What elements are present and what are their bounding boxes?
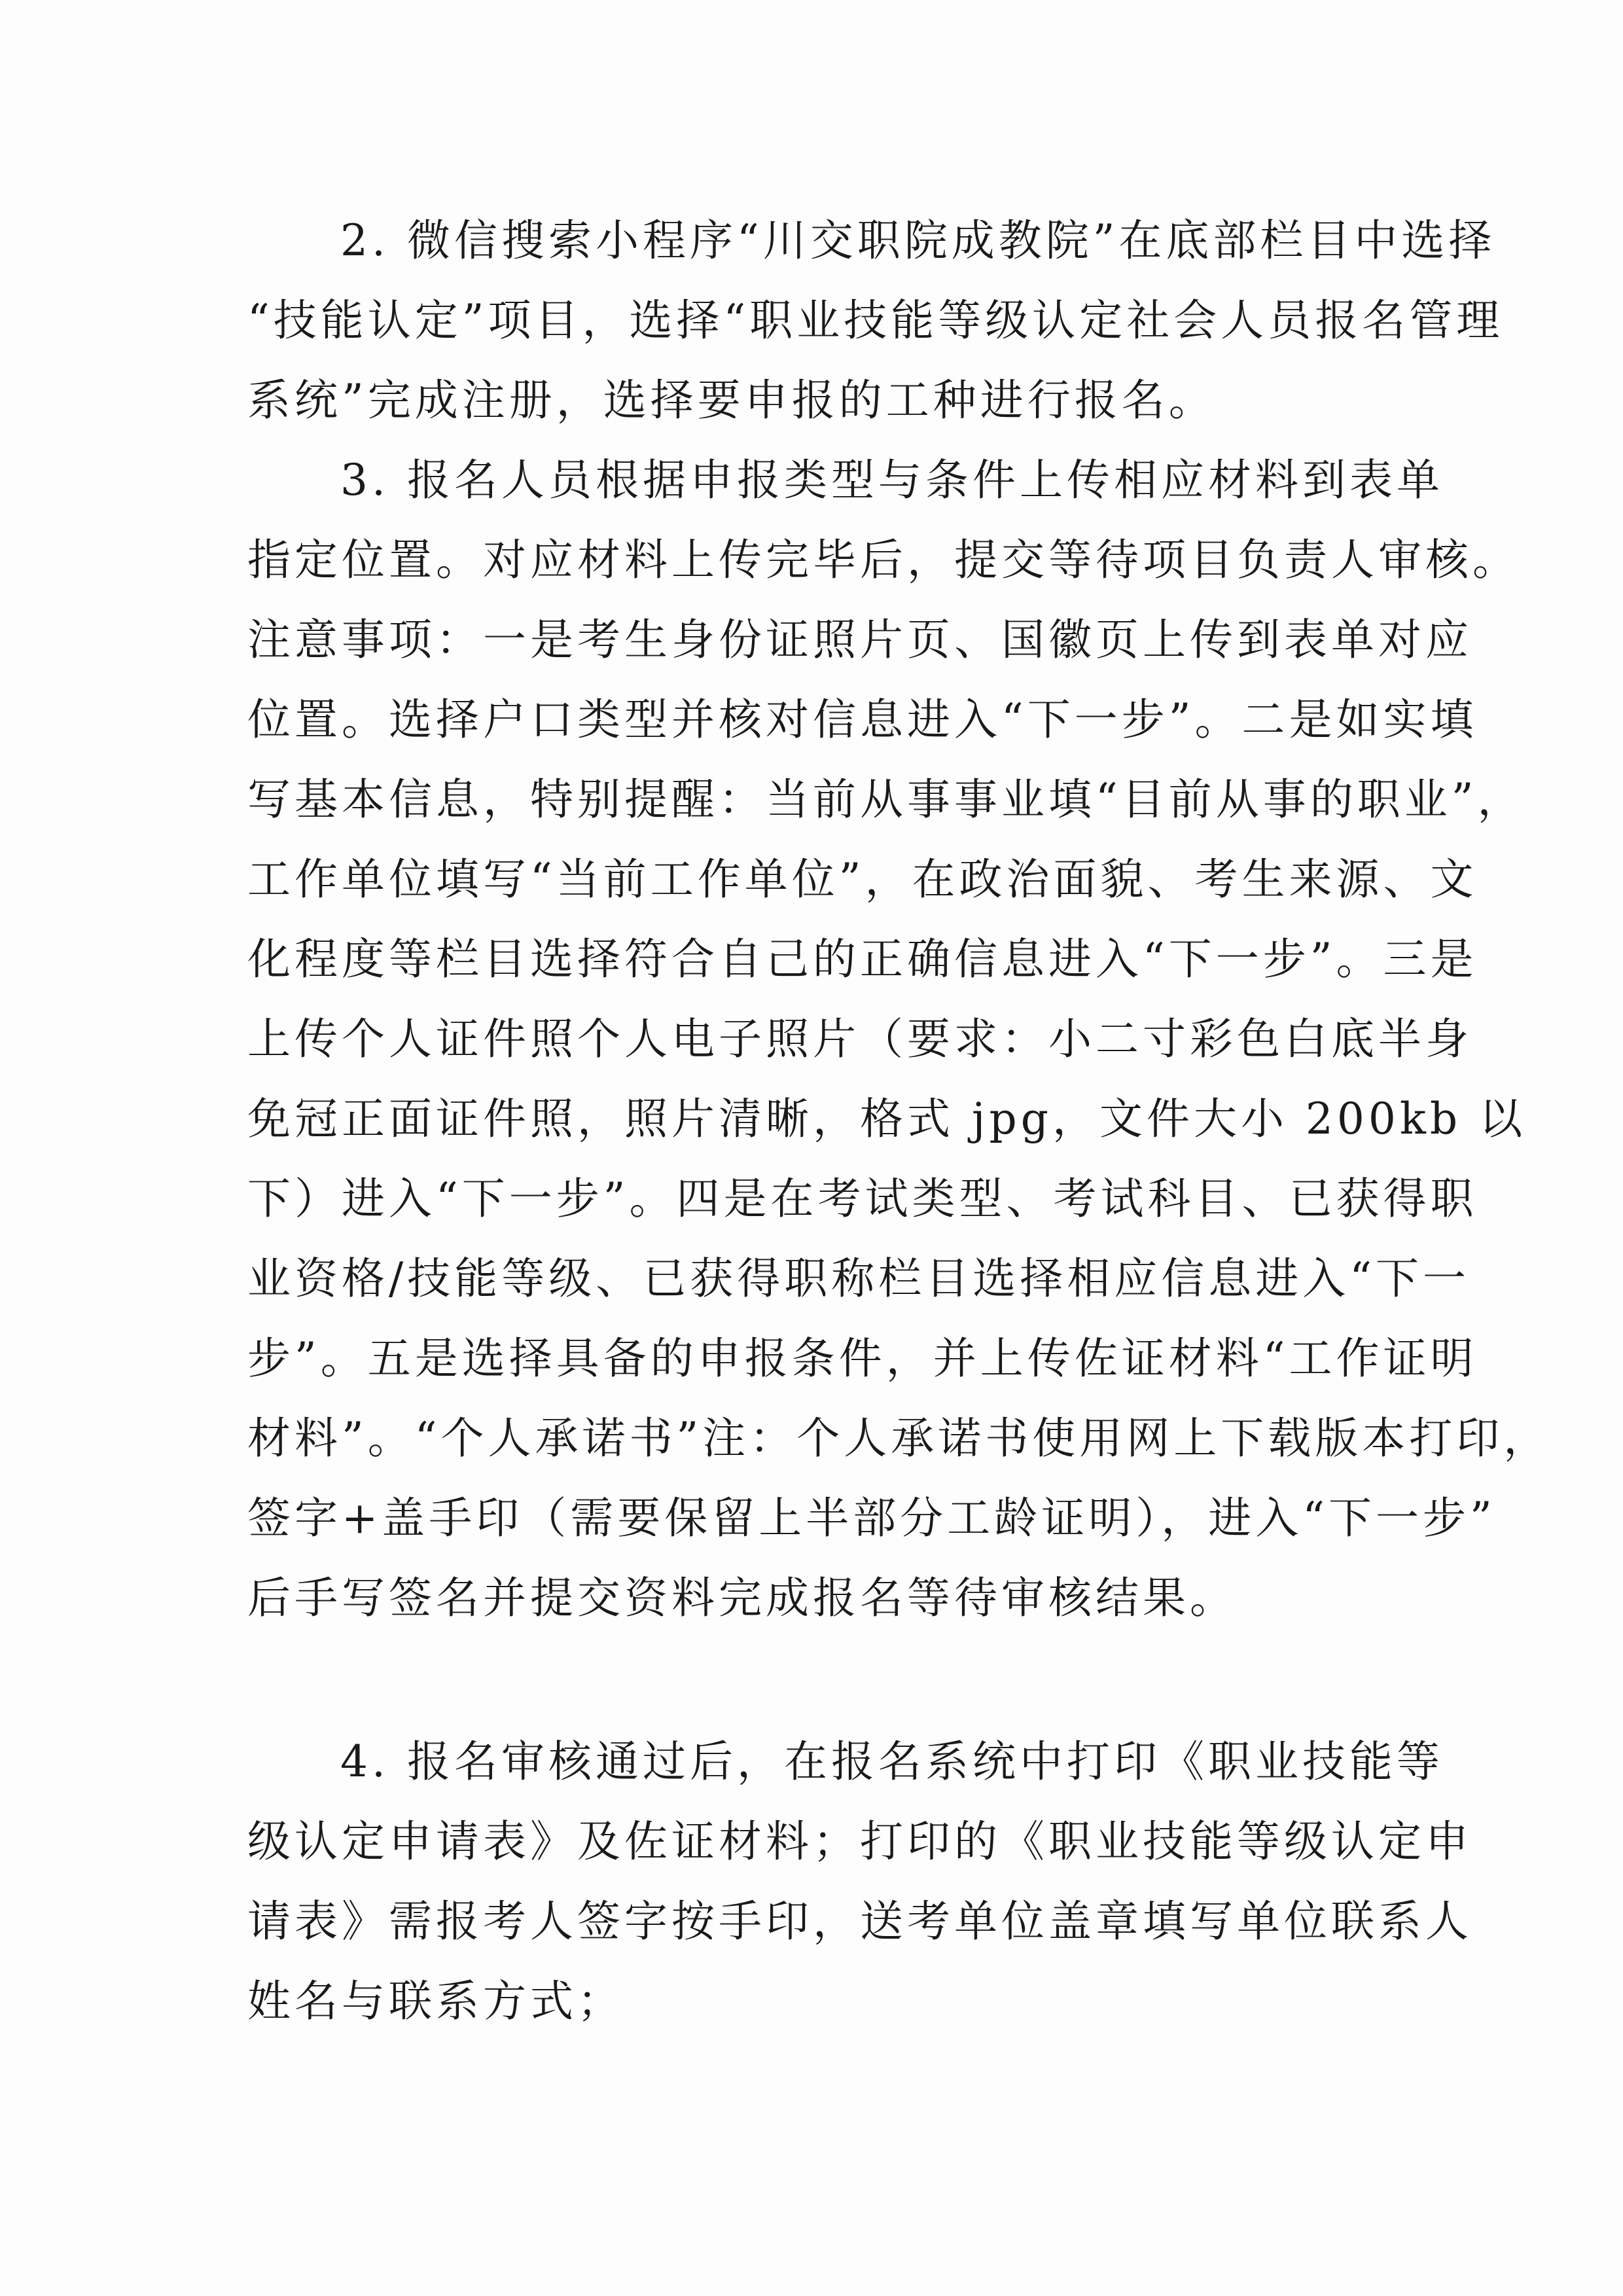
paragraph-3-line-4: 位置。选择户口类型并核对信息进入“下一步”。二是如实填 bbox=[247, 694, 1478, 745]
paragraph-2-line-1: 2. 微信搜索小程序“川交职院成教院”在底部栏目中选择 bbox=[340, 215, 1496, 266]
paragraph-3-line-13: 材料”。“个人承诺书”注：个人承诺书使用网上下载版本打印， bbox=[247, 1413, 1551, 1463]
paragraph-3-line-10: 下）进入“下一步”。四是在考试类型、考试科目、已获得职 bbox=[247, 1174, 1478, 1224]
paragraph-3-line-11: 业资格/技能等级、已获得职称栏目选择相应信息进入“下一 bbox=[247, 1253, 1470, 1304]
paragraph-3-line-14: 签字+盖手印（需要保留上半部分工龄证明），进入“下一步” bbox=[247, 1493, 1496, 1543]
paragraph-3-line-3: 注意事项：一是考生身份证照片页、国徽页上传到表单对应 bbox=[247, 615, 1472, 665]
paragraph-4-line-2: 级认定申请表》及佐证材料；打印的《职业技能等级认定申 bbox=[247, 1816, 1472, 1867]
paragraph-3-line-15: 后手写签名并提交资料完成报名等待审核结果。 bbox=[247, 1573, 1237, 1623]
paragraph-3-line-2: 指定位置。对应材料上传完毕后，提交等待项目负责人审核。 bbox=[247, 535, 1520, 585]
paragraph-4-line-1: 4. 报名审核通过后，在报名系统中打印《职业技能等 bbox=[340, 1736, 1444, 1787]
paragraph-2-line-2: “技能认定”项目，选择“职业技能等级认定社会人员报名管理 bbox=[247, 295, 1504, 346]
paragraph-2-line-3: 系统”完成注册，选择要申报的工种进行报名。 bbox=[247, 375, 1216, 425]
paragraph-4-line-3: 请表》需报考人签字按手印，送考单位盖章填写单位联系人 bbox=[247, 1896, 1472, 1946]
paragraph-3-line-5: 写基本信息，特别提醒：当前从事事业填“目前从事的职业”， bbox=[247, 774, 1525, 825]
paragraph-3-line-9: 免冠正面证件照，照片清晰，格式 jpg，文件大小 200kb 以 bbox=[247, 1094, 1527, 1144]
paragraph-4-line-4: 姓名与联系方式； bbox=[247, 1976, 624, 2026]
paragraph-3-line-12: 步”。五是选择具备的申报条件，并上传佐证材料“工作证明 bbox=[247, 1333, 1478, 1384]
paragraph-3-line-1: 3. 报名人员根据申报类型与条件上传相应材料到表单 bbox=[340, 455, 1444, 505]
paragraph-3-line-6: 工作单位填写“当前工作单位”，在政治面貌、考生来源、文 bbox=[247, 854, 1478, 905]
paragraph-3-line-7: 化程度等栏目选择符合自己的正确信息进入“下一步”。三是 bbox=[247, 934, 1478, 984]
paragraph-3-line-8: 上传个人证件照个人电子照片（要求：小二寸彩色白底半身 bbox=[247, 1014, 1472, 1064]
